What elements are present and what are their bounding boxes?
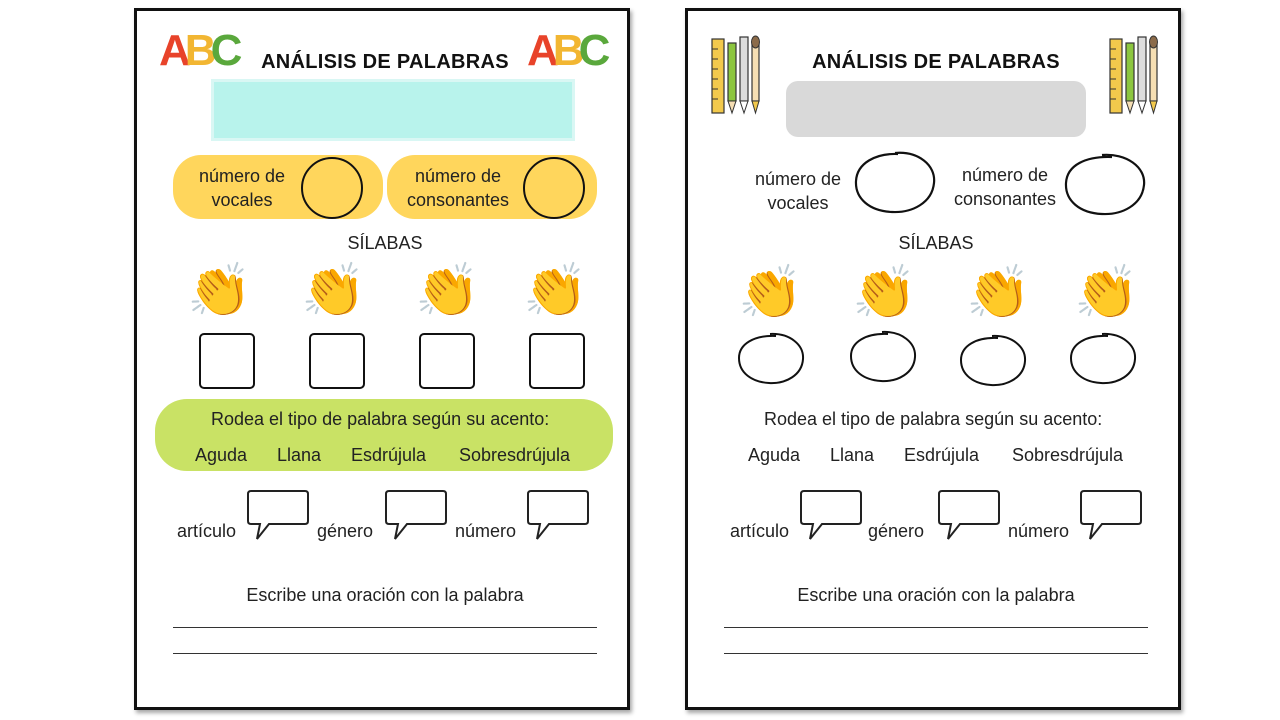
accent-instruction: Rodea el tipo de palabra según su acento: xyxy=(764,409,1103,429)
clap-icon: 👏 xyxy=(966,264,1031,322)
accent-option-sobresdrujula[interactable]: Sobresdrújula xyxy=(459,445,571,465)
word-input-box[interactable] xyxy=(211,79,575,141)
accent-option-esdrujula[interactable]: Esdrújula xyxy=(351,445,427,465)
syllable-box[interactable] xyxy=(199,333,255,389)
gender-label: género xyxy=(317,521,374,541)
speech-bubble-icon[interactable] xyxy=(381,489,447,545)
accent-option-llana[interactable]: Llana xyxy=(830,445,875,465)
writing-line[interactable] xyxy=(173,653,597,654)
accent-option-llana[interactable]: Llana xyxy=(277,445,322,465)
syllable-circle[interactable] xyxy=(1068,331,1138,387)
page-title: ANÁLISIS DE PALABRAS xyxy=(261,51,509,73)
number-label: número xyxy=(455,521,517,541)
school-supplies-icon xyxy=(1108,35,1166,115)
clap-icon: 👏 xyxy=(523,262,588,320)
number-label: número xyxy=(1008,521,1070,541)
accent-option-aguda[interactable]: Aguda xyxy=(748,445,801,465)
accent-option-sobresdrujula[interactable]: Sobresdrújula xyxy=(1012,445,1124,465)
consonants-pill xyxy=(387,155,597,219)
clap-icon: 👏 xyxy=(738,264,803,322)
vowels-count-circle[interactable] xyxy=(301,157,363,219)
article-label: artículo xyxy=(177,521,237,541)
writing-line[interactable] xyxy=(724,627,1148,628)
sentence-instruction: Escribe una oración con la palabra xyxy=(797,585,1075,605)
syllable-box[interactable] xyxy=(309,333,365,389)
speech-bubble-icon[interactable] xyxy=(1076,489,1142,545)
worksheet-right xyxy=(685,8,1181,710)
clap-icon: 👏 xyxy=(1074,264,1139,322)
consonants-label: número de consonantes xyxy=(953,165,1057,209)
gender-label: género xyxy=(868,521,925,541)
clap-icon: 👏 xyxy=(301,262,366,320)
vowels-count-circle[interactable] xyxy=(852,149,938,215)
abc-logo-left: ABC xyxy=(159,26,237,75)
vowels-label: número de vocales xyxy=(754,169,842,213)
speech-bubble-icon[interactable] xyxy=(934,489,1000,545)
accent-instruction: Rodea el tipo de palabra según su acento: xyxy=(211,409,550,429)
syllable-box[interactable] xyxy=(529,333,585,389)
sentence-instruction: Escribe una oración con la palabra xyxy=(246,585,524,605)
worksheet-left xyxy=(134,8,630,710)
writing-line[interactable] xyxy=(173,627,597,628)
syllable-box[interactable] xyxy=(419,333,475,389)
article-label: artículo xyxy=(730,521,790,541)
consonants-label: número de consonantes xyxy=(406,166,510,210)
consonants-count-circle[interactable] xyxy=(1062,151,1148,217)
accent-option-aguda[interactable]: Aguda xyxy=(195,445,248,465)
speech-bubble-icon[interactable] xyxy=(523,489,589,545)
word-input-box[interactable] xyxy=(786,81,1086,137)
speech-bubble-icon[interactable] xyxy=(796,489,862,545)
speech-bubble-icon[interactable] xyxy=(243,489,309,545)
school-supplies-icon xyxy=(710,35,768,115)
syllables-label: SÍLABAS xyxy=(898,233,974,253)
consonants-count-circle[interactable] xyxy=(523,157,585,219)
syllable-circle[interactable] xyxy=(958,333,1028,389)
accent-option-esdrujula[interactable]: Esdrújula xyxy=(904,445,980,465)
clap-icon: 👏 xyxy=(415,262,480,320)
syllables-label: SÍLABAS xyxy=(347,233,423,253)
vowels-pill xyxy=(173,155,383,219)
page-title: ANÁLISIS DE PALABRAS xyxy=(812,51,1060,73)
syllable-circle[interactable] xyxy=(736,331,806,387)
vowels-label: número de vocales xyxy=(198,166,286,210)
clap-icon: 👏 xyxy=(852,264,917,322)
writing-line[interactable] xyxy=(724,653,1148,654)
abc-logo-right: ABC xyxy=(527,26,605,75)
clap-icon: 👏 xyxy=(187,262,252,320)
syllable-circle[interactable] xyxy=(848,329,918,385)
